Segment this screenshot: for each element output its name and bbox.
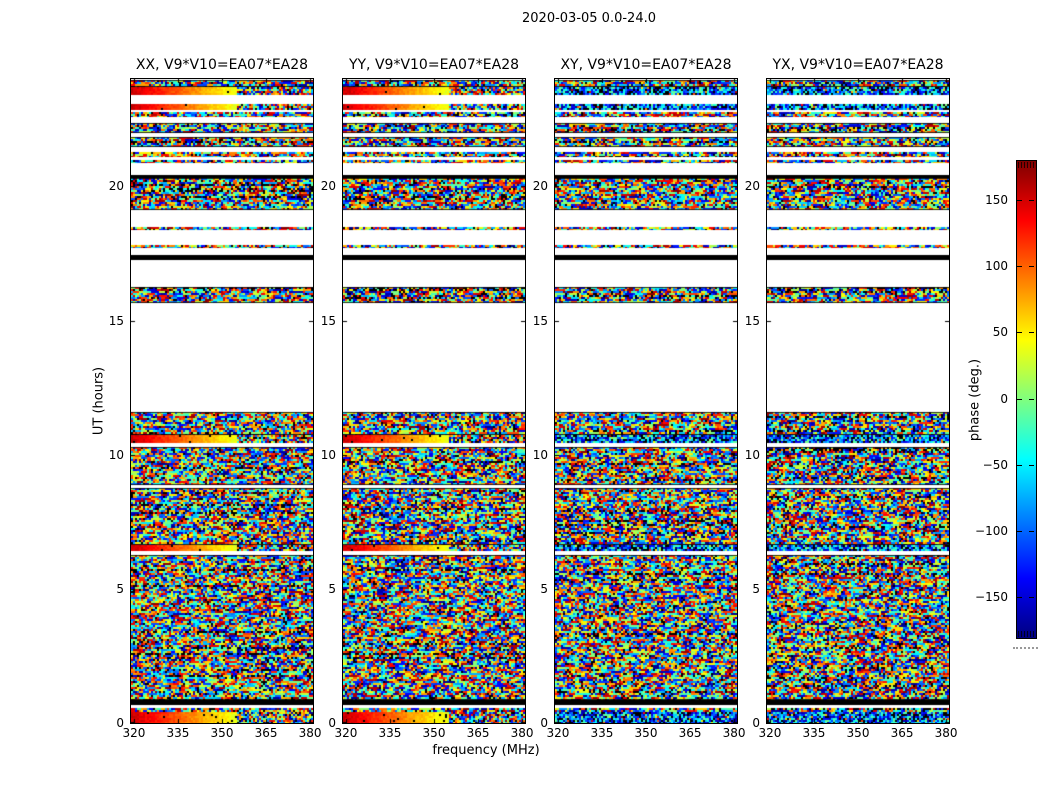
y-tick-label: 20 bbox=[532, 179, 548, 194]
colorbar-tick-mark bbox=[1029, 597, 1034, 598]
colorbar-tick-mark bbox=[1029, 399, 1034, 400]
x-tick-label: 365 bbox=[678, 726, 702, 740]
x-tick-label: 320 bbox=[758, 726, 782, 740]
colorbar-tick-mark bbox=[1017, 200, 1022, 201]
x-axis-label: frequency (MHz) bbox=[432, 743, 540, 758]
figure-title: 2020-03-05 0.0-24.0 bbox=[522, 11, 656, 26]
x-tick-label: 380 bbox=[722, 726, 746, 740]
y-tick-label: 5 bbox=[752, 581, 760, 596]
x-tick-label: 350 bbox=[846, 726, 870, 740]
y-tick-label: 20 bbox=[744, 179, 760, 194]
panel-title-xx: XX, V9*V10=EA07*EA28 bbox=[135, 57, 309, 73]
x-tick-label: 380 bbox=[934, 726, 958, 740]
colorbar-tick-mark bbox=[1017, 266, 1022, 267]
colorbar-tick-mark bbox=[1017, 597, 1022, 598]
colorbar-tick-mark bbox=[1029, 332, 1034, 333]
y-tick-label: 0 bbox=[540, 716, 548, 730]
y-tick-label: 0 bbox=[328, 716, 336, 730]
colorbar-tick-mark bbox=[1029, 465, 1034, 466]
colorbar-dotted-baseline bbox=[1013, 647, 1038, 649]
panel-yy-heatmap bbox=[342, 78, 526, 724]
y-tick-label: 10 bbox=[320, 447, 336, 462]
colorbar-tick-mark bbox=[1017, 332, 1022, 333]
x-tick-label: 320 bbox=[546, 726, 570, 740]
x-tick-label: 335 bbox=[590, 726, 614, 740]
colorbar-tick-label: 50 bbox=[992, 325, 1008, 340]
colorbar-tick-mark bbox=[1017, 399, 1022, 400]
x-tick-label: 350 bbox=[634, 726, 658, 740]
panel-xx-heatmap bbox=[130, 78, 314, 724]
panel-title-xy: XY, V9*V10=EA07*EA28 bbox=[560, 57, 732, 73]
x-tick-label: 335 bbox=[802, 726, 826, 740]
colorbar-tick-mark bbox=[1029, 531, 1034, 532]
x-tick-label: 365 bbox=[254, 726, 278, 740]
colorbar-label: phase (deg.) bbox=[967, 358, 983, 442]
y-tick-label: 15 bbox=[320, 313, 336, 328]
colorbar-minor-hatch-top bbox=[1018, 162, 1035, 168]
y-tick-label: 15 bbox=[532, 313, 548, 328]
colorbar-tick-mark bbox=[1017, 531, 1022, 532]
y-tick-label: 10 bbox=[532, 447, 548, 462]
y-tick-label: 20 bbox=[320, 179, 336, 194]
y-tick-label: 20 bbox=[108, 179, 124, 194]
y-tick-label: 0 bbox=[752, 716, 760, 730]
y-tick-label: 10 bbox=[108, 447, 124, 462]
x-tick-label: 335 bbox=[378, 726, 402, 740]
colorbar-tick-mark bbox=[1029, 200, 1034, 201]
x-tick-label: 320 bbox=[334, 726, 358, 740]
x-tick-label: 335 bbox=[166, 726, 190, 740]
colorbar-tick-label: −100 bbox=[975, 524, 1008, 538]
x-tick-label: 320 bbox=[122, 726, 146, 740]
colorbar-tick-label: −50 bbox=[982, 457, 1008, 472]
y-axis-label: UT (hours) bbox=[91, 366, 107, 436]
y-tick-label: 5 bbox=[540, 581, 548, 596]
colorbar-tick-label: 150 bbox=[985, 192, 1008, 207]
panel-title-yx: YX, V9*V10=EA07*EA28 bbox=[772, 57, 944, 73]
colorbar-tick-mark bbox=[1017, 465, 1022, 466]
y-tick-label: 10 bbox=[744, 447, 760, 462]
colorbar-minor-hatch-bottom bbox=[1018, 631, 1035, 637]
x-tick-label: 380 bbox=[298, 726, 322, 740]
colorbar-tick-label: −150 bbox=[975, 590, 1008, 605]
y-tick-label: 15 bbox=[108, 313, 124, 328]
panel-title-yy: YY, V9*V10=EA07*EA28 bbox=[348, 57, 520, 73]
y-tick-label: 15 bbox=[744, 313, 760, 328]
x-tick-label: 380 bbox=[510, 726, 534, 740]
x-tick-label: 350 bbox=[422, 726, 446, 740]
y-tick-label: 0 bbox=[116, 716, 124, 730]
colorbar-tick-label: 100 bbox=[985, 259, 1008, 273]
panel-yx-heatmap bbox=[766, 78, 950, 724]
x-tick-label: 350 bbox=[210, 726, 234, 740]
panel-xy-heatmap bbox=[554, 78, 738, 724]
colorbar-tick-label: 0 bbox=[1000, 391, 1008, 406]
y-tick-label: 5 bbox=[116, 581, 124, 596]
colorbar-tick-mark bbox=[1029, 266, 1034, 267]
x-tick-label: 365 bbox=[890, 726, 914, 740]
x-tick-label: 365 bbox=[466, 726, 490, 740]
y-tick-label: 5 bbox=[328, 581, 336, 596]
